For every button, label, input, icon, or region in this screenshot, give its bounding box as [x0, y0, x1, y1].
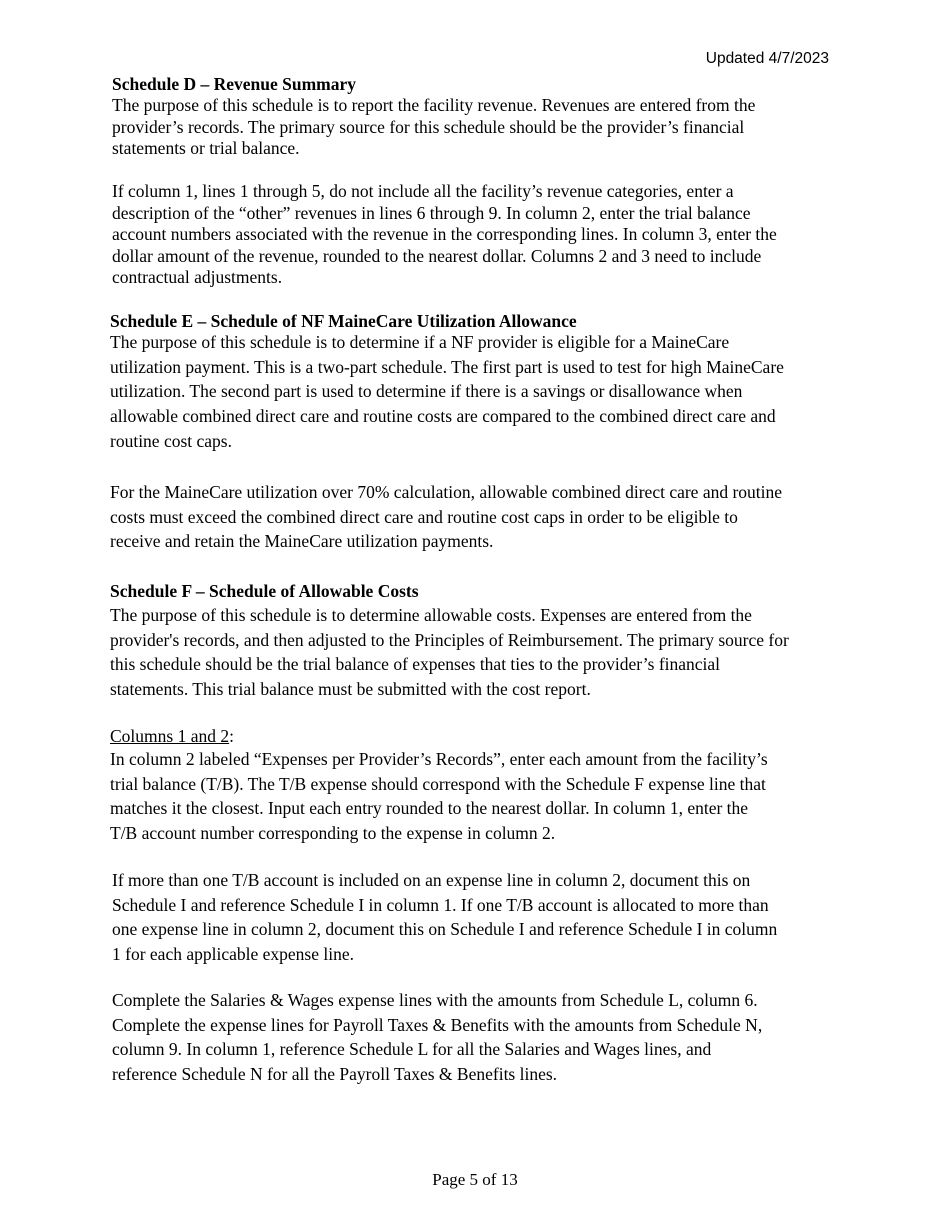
- text-line: trial balance (T/B). The T/B expense should correspond with the Schedule F expense line that: [110, 773, 766, 794]
- schedule-e-paragraph-2: [110, 480, 782, 554]
- schedule-f-paragraph-2: [110, 747, 768, 846]
- schedule-e-heading: Schedule E – Schedule of NF MaineCare Utilization Allowance: [110, 311, 577, 331]
- schedule-f-paragraph-1: [110, 603, 789, 702]
- text-line: Schedule I and reference Schedule I in column 1. If one T/B account is allocated to more than: [112, 894, 769, 915]
- text-line: column 9. In column 1, reference Schedule L for all the Salaries and Wages lines, and: [112, 1039, 712, 1060]
- text-line: For the MaineCare utilization over 70% calculation, allowable combined direct care and routine: [110, 482, 783, 502]
- text-line: Complete the expense lines for Payroll Taxes & Benefits with the amounts from Schedule N,: [112, 1014, 763, 1035]
- text-line: matches it the closest. Input each entry rounded to the nearest dollar. In column 1, enter the: [110, 798, 749, 819]
- text-line: receive and retain the MaineCare utilization payments.: [110, 531, 494, 552]
- page-number: Page 5 of 13: [432, 1170, 518, 1189]
- schedule-f-paragraph-3: [112, 868, 777, 967]
- schedule-d-paragraph-1: [112, 95, 755, 160]
- schedule-d-paragraph-2: [112, 181, 777, 289]
- text-line: utilization payment. This is a two-part schedule. The first part is used to test for high MaineCare: [110, 356, 784, 377]
- text-line: contractual adjustments.: [112, 267, 283, 287]
- updated-date: Updated 4/7/2023: [705, 50, 829, 67]
- schedule-f-heading: Schedule F – Schedule of Allowable Costs: [110, 581, 419, 601]
- text-line: Complete the Salaries & Wages expense lines with the amounts from Schedule L, column 6.: [112, 990, 758, 1010]
- text-line: routine cost caps.: [110, 430, 232, 451]
- text-line: 1 for each applicable expense line.: [112, 944, 354, 965]
- text-line: statements. This trial balance must be submitted with the cost report.: [110, 679, 591, 700]
- text-line: reference Schedule N for all the Payroll Taxes & Benefits lines.: [112, 1064, 558, 1085]
- text-line: one expense line in column 2, document this on Schedule I and reference Schedule I in column: [112, 919, 778, 940]
- columns-label-text: Columns 1 and 2: [110, 726, 230, 746]
- text-line: In column 2 labeled “Expenses per Provider’s Records”, enter each amount from the facility’s: [110, 749, 768, 769]
- text-line: allowable combined direct care and routine costs are compared to the combined direct care and: [110, 406, 776, 427]
- text-line: T/B account number corresponding to the expense in column 2.: [110, 823, 556, 844]
- text-line: provider’s records. The primary source for this schedule should be the provider’s financial: [112, 116, 745, 137]
- schedule-d-heading: Schedule D – Revenue Summary: [112, 74, 357, 94]
- text-line: dollar amount of the revenue, rounded to the nearest dollar. Columns 2 and 3 need to include: [112, 245, 762, 266]
- text-line: The purpose of this schedule is to report the facility revenue. Revenues are entered from the: [112, 95, 756, 115]
- text-line: utilization. The second part is used to determine if there is a savings or disallowance when: [110, 381, 743, 402]
- text-line: this schedule should be the trial balance of expenses that ties to the provider’s financial: [110, 654, 721, 675]
- text-line: The purpose of this schedule is to determine if a NF provider is eligible for a MaineCare: [110, 332, 730, 352]
- text-line: description of the “other” revenues in lines 6 through 9. In column 2, enter the trial balance: [112, 202, 751, 223]
- text-line: If column 1, lines 1 through 5, do not include all the facility’s revenue categories, enter a: [112, 181, 734, 201]
- text-line: statements or trial balance.: [112, 138, 300, 158]
- schedule-f-paragraph-4: [112, 988, 762, 1087]
- columns-1-and-2-label: [110, 724, 234, 748]
- text-line: account numbers associated with the revenue in the corresponding lines. In column 3, enter the: [112, 224, 777, 244]
- columns-label-colon: :: [229, 726, 234, 746]
- text-line: The purpose of this schedule is to determine allowable costs. Expenses are entered from the: [110, 605, 752, 625]
- schedule-e-paragraph-1: [110, 330, 784, 454]
- text-line: provider's records, and then adjusted to the Principles of Reimbursement. The primary source for: [110, 629, 789, 650]
- text-line: costs must exceed the combined direct care and routine cost caps in order to be eligible to: [110, 506, 738, 527]
- text-line: If more than one T/B account is included on an expense line in column 2, document this on: [112, 870, 751, 890]
